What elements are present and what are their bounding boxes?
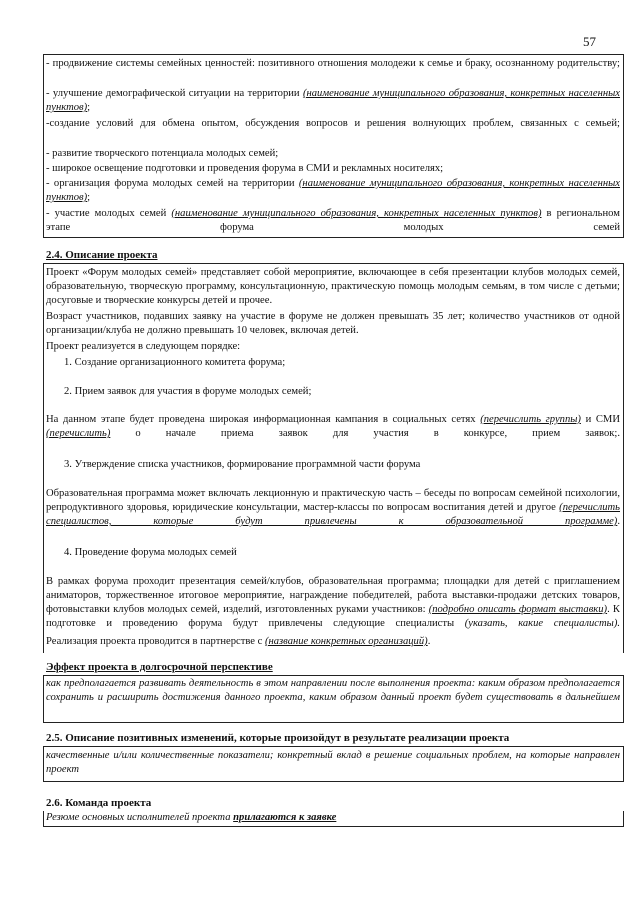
s24-education: Образовательная программа может включать лекционную и практическую часть – беседы по вопросам семейной психологии, репродуктивного здоровья, юридические консультации, мастер-классы по вопросам воспитания детей и другое (перечислить специалистов, которые будут привлечены к образовательной программе). — [46, 488, 620, 527]
s24-intro: Проект «Форум молодых семей» представляет собой мероприятие, включающее в себя презентации клубов молодых семей, образовательную, творческую программу, консультационную, практическую помощь молодым семьям, в том числе с детьми; досуговые и творческие конкурсы детей и прочее. — [46, 267, 620, 306]
campaign-groups-placeholder: (перечислить группы) — [480, 414, 581, 425]
section-2-5-heading: 2.5. Описание позитивных изменений, которые произойдут в результате реализации проекта — [46, 732, 510, 744]
exhibition-format-placeholder: (подробно описать формат выставки) — [428, 604, 608, 615]
s24-order: Проект реализуется в следующем порядке: — [46, 341, 241, 352]
section-2-6-text: Резюме основных исполнителей проекта прилагаются к заявке — [46, 812, 337, 823]
effect-text: как предполагается развивать деятельность в этом направлении после выполнения проекта: каким образом предполагается сохранить и расширить достижения данного проекта, каким образом данный проект будет существовать в дальнейшем — [46, 678, 620, 703]
goal-6: - организация форума молодых семей на территории (наименование муниципального образования, конкретных населенных пунктов); — [46, 178, 620, 203]
section-2-5-text: качественные и/или количественные показатели; конкретный вклад в решение социальных проблем, на которые направлен проект — [46, 750, 620, 775]
campaign-media-placeholder: (перечислить) — [46, 428, 111, 439]
effect-heading: Эффект проекта в долгосрочной перспективе — [46, 661, 273, 673]
step-3: 3. Утверждение списка участников, формирование программной части форума — [64, 459, 421, 470]
goal-2-placeholder: (наименование муниципального образования, конкретных населенных пунктов) — [46, 88, 621, 113]
s24-partner: Реализация проекта проводится в партнерстве с (название конкретных организаций). — [46, 636, 431, 647]
s24-campaign: На данном этапе будет проведена широкая информационная кампания в социальных сетях (перечислить группы) и СМИ (перечислить) о начале приема заявок для участия в конкурсе, прием заявок;. — [46, 414, 620, 439]
s24-forum: В рамках форума проходит презентация семей/клубов, образовательная программа; площадки для детей с приглашением аниматоров, торжественное итоговое мероприятие, награждение победителей, работа выставки-продажи детских товаров, фотовыставки клубов молодых семей, изделий, изготовленных руками участников: (подробно описать формат выставки). К подготовке и проведению форума будут привлечены следующие специалисты (указать, какие специалисты). — [46, 576, 620, 629]
section-2-4-heading: 2.4. Описание проекта — [46, 249, 158, 261]
goal-4: - развитие творческого потенциала молодых семей; — [46, 148, 279, 159]
step-4: 4. Проведение форума молодых семей — [64, 547, 237, 558]
goal-2: - улучшение демографической ситуации на территории (наименование муниципального образования, конкретных населенных пунктов); — [46, 88, 621, 113]
specialists-placeholder: (указать, какие специалисты). — [464, 618, 620, 629]
education-specialists-placeholder: (перечислить специалистов, которые будут привлечены к образовательной программе) — [46, 502, 620, 527]
step-2: 2. Прием заявок для участия в форуме молодых семей; — [64, 386, 312, 397]
goal-6-placeholder: (наименование муниципального образования, конкретных населенных пунктов) — [46, 178, 620, 203]
goal-7-placeholder: (наименование муниципального образования, конкретных населенных пунктов) — [171, 208, 542, 219]
goal-5: - широкое освещение подготовки и проведения форума в СМИ и рекламных носителях; — [46, 163, 444, 174]
section-2-6-heading: 2.6. Команда проекта — [46, 797, 152, 809]
s24-age: Возраст участников, подавших заявку на участие в форуме не должен превышать 35 лет; количество участников от одной организации/клуба не должно превышать 10 человек, включая детей. — [46, 311, 620, 336]
step-1: 1. Создание организационного комитета форума; — [64, 357, 286, 368]
partner-organizations-placeholder: (название конкретных организаций) — [264, 636, 428, 647]
section-2-6-attached: прилагаются к заявке — [233, 812, 337, 823]
goal-1: - продвижение системы семейных ценностей: позитивного отношения молодежи к семье и браку, осознанному родительству; — [46, 58, 620, 69]
goal-3: -создание условий для обмена опытом, обсуждения вопросов и решения волнующих проблем, связанных с семьей; — [46, 118, 620, 129]
page-number: 57 — [583, 34, 596, 49]
goal-7: - участие молодых семей (наименование муниципального образования, конкретных населенных пунктов) в региональном этапе форума молодых семей — [46, 208, 620, 233]
